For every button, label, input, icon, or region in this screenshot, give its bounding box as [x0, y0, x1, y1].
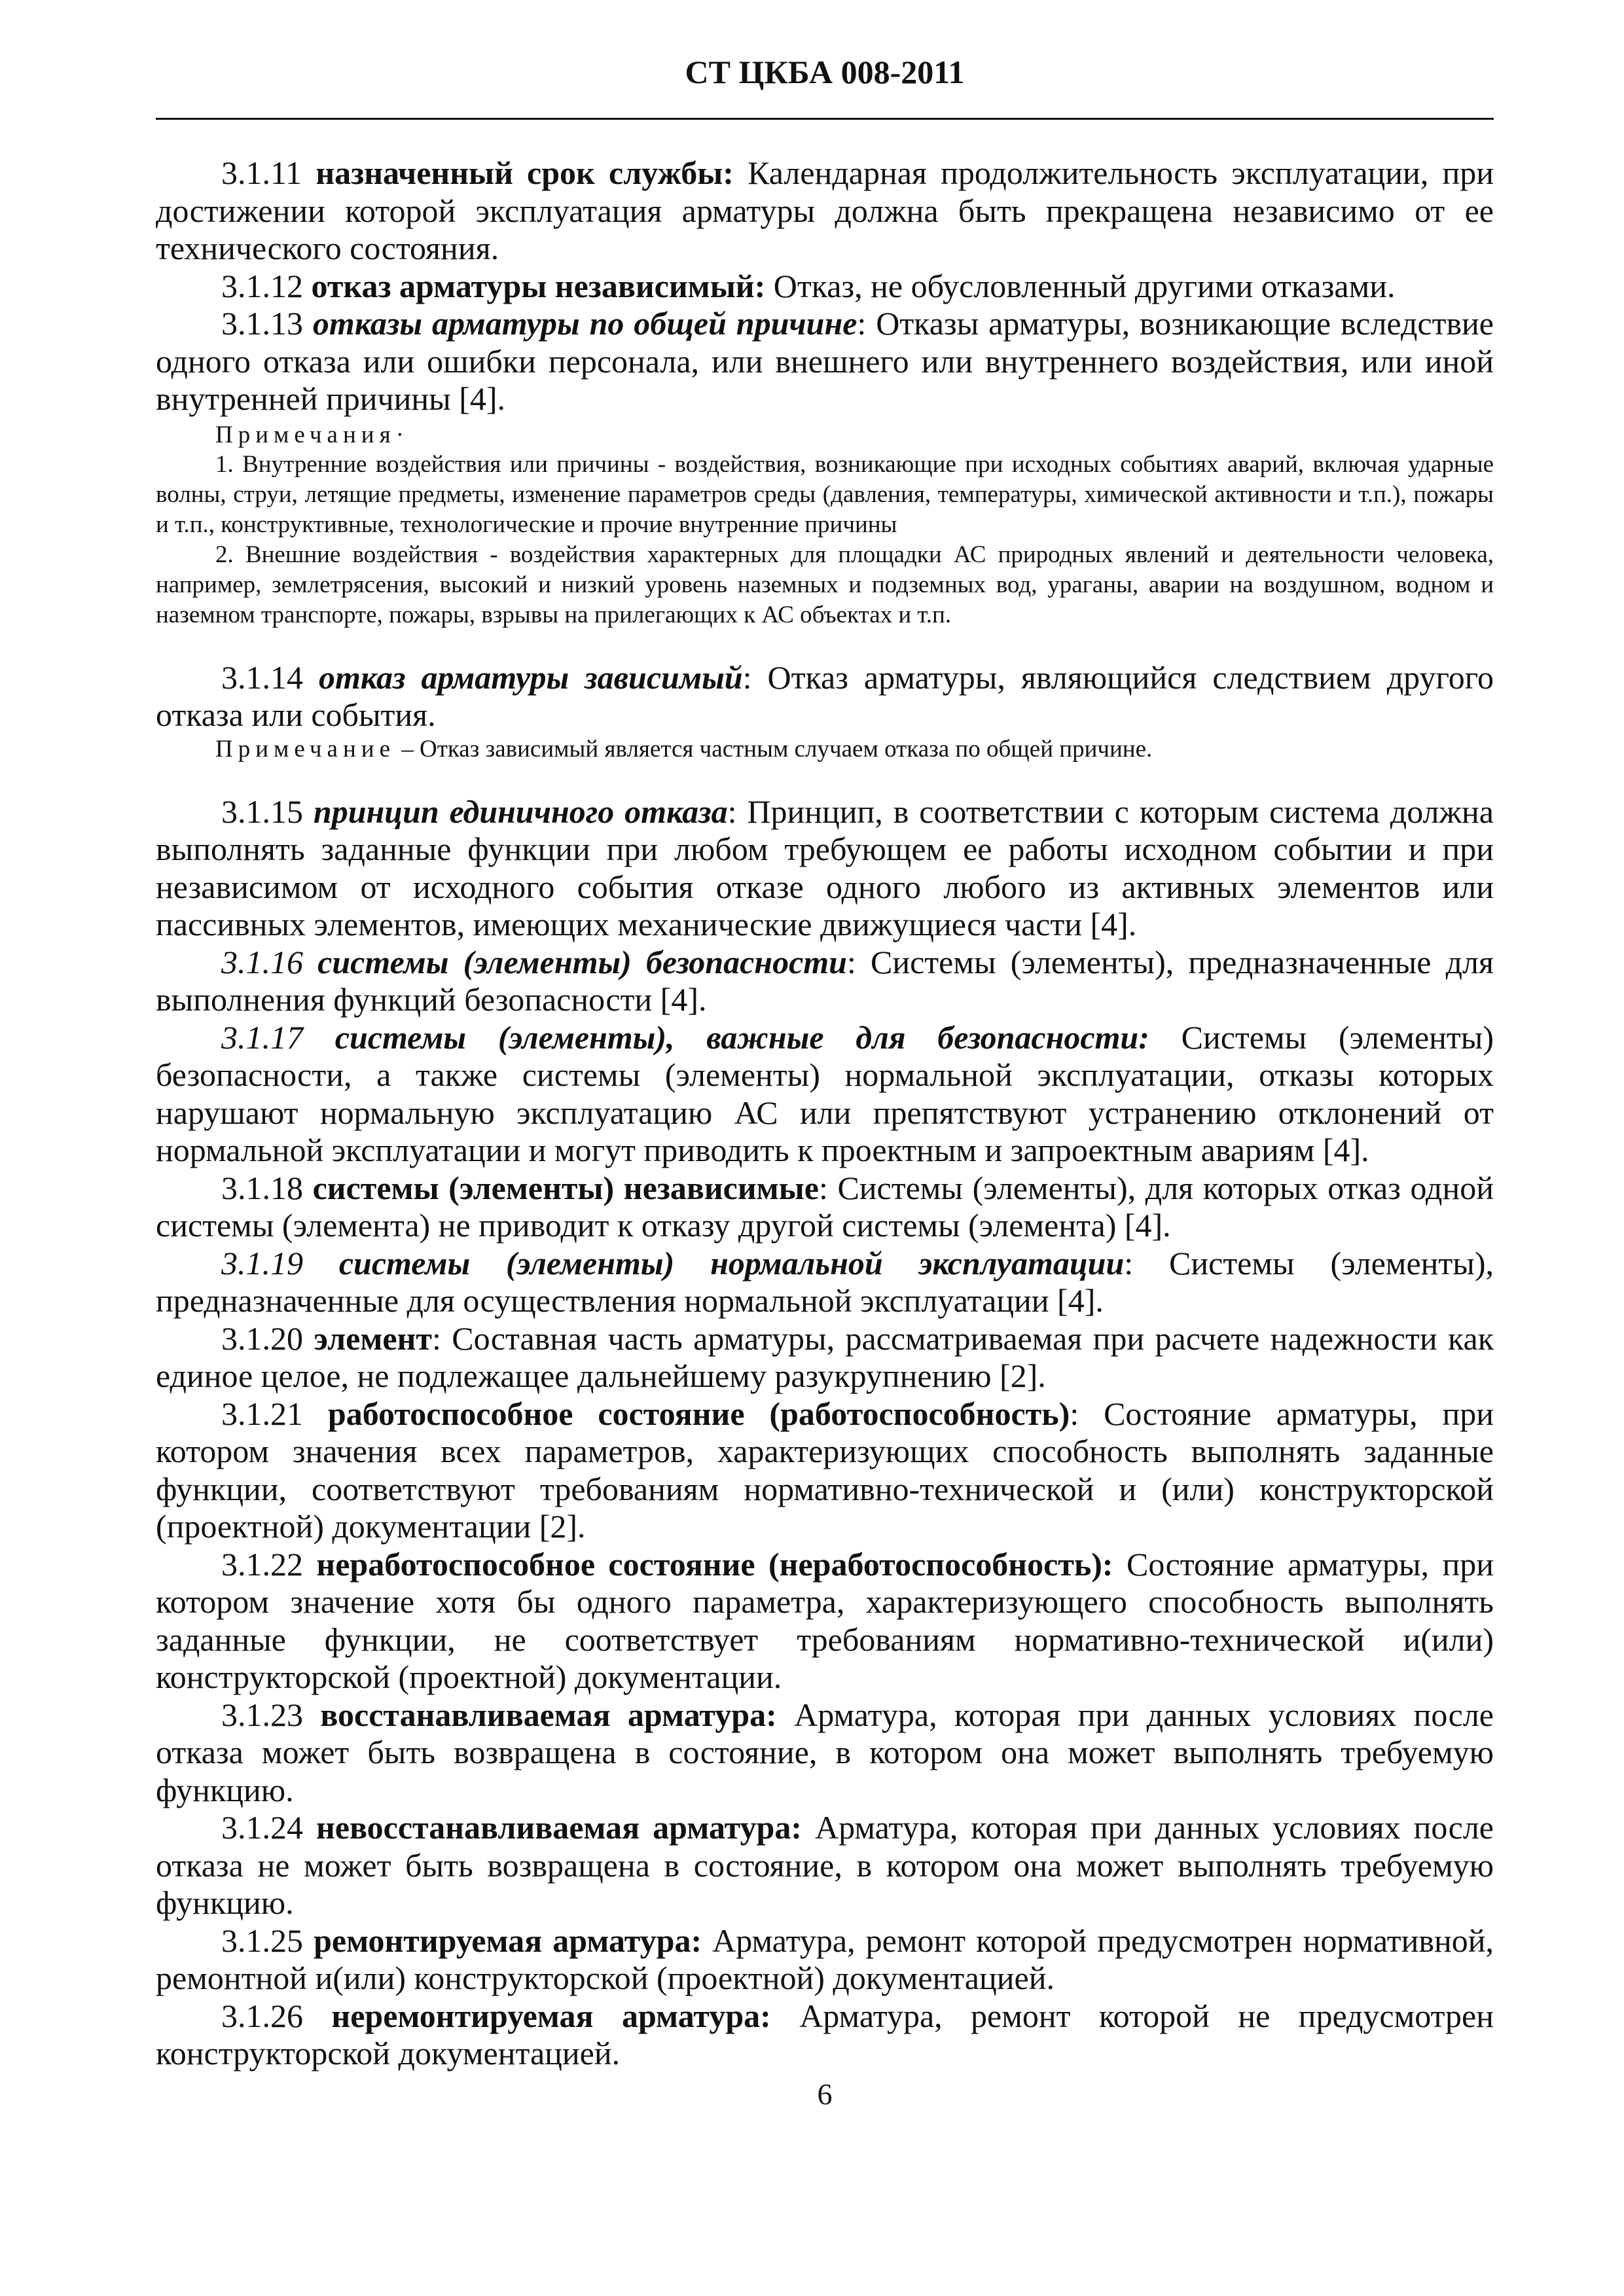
clause-number: 3.1.21: [221, 1395, 303, 1432]
definition-3-1-18: [156, 1170, 1494, 1245]
definition-3-1-25: [156, 1922, 1494, 1998]
term: отказ арматуры независимый:: [311, 267, 766, 304]
term: работоспособное состояние (работоспособность): [327, 1395, 1070, 1432]
note-3-1-14: [156, 734, 1494, 764]
document-page: [156, 0, 1494, 2296]
clause-number: 3.1.25: [221, 1922, 303, 1959]
clause-number: 3.1.22: [221, 1545, 303, 1583]
definition-text: Арматура, которая при данных условиях после отказа может быть возвращена в состояние, в котором она может выполнять требуемую функцию.: [156, 1696, 1494, 1808]
term: системы (элементы), важные для безопасности:: [334, 1018, 1149, 1056]
document-header: СТ ЦКБА 008-2011: [685, 54, 965, 90]
clause-number: 3.1.14: [221, 658, 303, 696]
clause-number: 3.1.19: [221, 1244, 303, 1282]
term: системы (элементы) независимые: [312, 1169, 819, 1206]
definition-text: Системы (элементы) безопасности, а также системы (элементы) нормальной эксплуатации, отказы которых нарушают нормальную эксплуатацию АС или препятствуют устранению отклонений от нормальной эксплуатации и могут приводить к проектным и запроектным авариям [4].: [156, 1018, 1494, 1168]
definition-3-1-13: [156, 305, 1494, 418]
term: элемент: [314, 1319, 432, 1357]
clause-number: 3.1.18: [221, 1169, 303, 1206]
definition-text: : Составная часть арматуры, рассматриваемая при расчете надежности как единое целое, не подлежащее дальнейшему разукрупнению [2].: [156, 1319, 1494, 1394]
definition-text: : Системы (элементы), для которых отказ одной системы (элемента) не приводит к отказу другой системы (элемента) [4].: [156, 1169, 1494, 1244]
clause-number: 3.1.16: [221, 943, 303, 980]
term: ремонтируемая арматура:: [314, 1922, 702, 1959]
clause-number: 3.1.26: [221, 1997, 303, 2034]
term: назначенный срок службы:: [316, 154, 734, 191]
definition-3-1-23: [156, 1696, 1494, 1810]
document-body: [156, 154, 1494, 2073]
header-divider: [156, 118, 1494, 120]
definition-text: : Системы (элементы), предназначенные для осуществления нормальной эксплуатации [4].: [156, 1244, 1494, 1319]
definition-text: : Отказы арматуры, возникающие вследствие одного отказа или ошибки персонала, или внешнего или внутреннего воздействия, или иной внутренней причины [4].: [156, 305, 1494, 417]
definition-3-1-19: [156, 1245, 1494, 1320]
clause-number: 3.1.23: [221, 1696, 303, 1733]
definition-text: Календарная продолжительность эксплуатации, при достижении которой эксплуатация арматуры должна быть прекращена независимо от ее технического состояния.: [156, 154, 1494, 266]
term: неремонтируемая арматура:: [331, 1997, 771, 2034]
definition-text: Арматура, ремонт которой не предусмотрен конструкторской документацией.: [156, 1997, 1494, 2072]
spacer: [156, 630, 1494, 659]
spacer: [156, 764, 1494, 793]
definition-3-1-26: [156, 1998, 1494, 2073]
note-2: 2. Внешние воздействия - воздействия характерных для площадки АС природных явлений и деятельности человека, например, землетрясения, высокий и низкий уровень наземных и подземных вод, ураганы, аварии на воздушном, водном и наземном транспорте, пожары, взрывы на прилегающих к АС объектах и т.п.: [156, 541, 1494, 628]
definition-3-1-22: [156, 1546, 1494, 1696]
term: принцип единичного отказа: [313, 793, 728, 830]
term: отказ арматуры зависимый: [319, 658, 743, 696]
definition-text: Состояние арматуры, при котором значение хотя бы одного параметра, характеризующего способность выполнять заданные функции, не соответствует требованиям нормативно-технической и(или) конструкторской (проектной) документации.: [156, 1545, 1494, 1695]
note-text: – Отказ зависимый является частным случаем отказа по общей причине.: [395, 735, 1153, 762]
definition-3-1-15: [156, 793, 1494, 944]
definition-3-1-24: [156, 1809, 1494, 1922]
term: неработоспособное состояние (неработоспособность):: [316, 1545, 1113, 1583]
term: восстанавливаемая арматура:: [320, 1696, 777, 1733]
definition-3-1-21: [156, 1395, 1494, 1546]
definition-text: : Отказ арматуры, являющийся следствием другого отказа или события.: [156, 658, 1494, 733]
page-number: 6: [817, 2077, 833, 2111]
clause-number: 3.1.15: [221, 793, 303, 830]
clause-number: 3.1.12: [221, 267, 303, 304]
term: системы (элементы) нормальной эксплуатации: [338, 1244, 1125, 1282]
notes-heading: Примечания·: [215, 421, 409, 448]
term: системы (элементы) безопасности: [317, 943, 847, 980]
definition-text: : Принцип, в соответствии с которым система должна выполнять заданные функции при любом требующем ее работы исходном событии и при независимом от исходного события отказе одного любого из активных элементов или пассивных элементов, имеющих механические движущиеся части [4].: [156, 793, 1494, 942]
definition-3-1-16: [156, 944, 1494, 1019]
definition-text: : Системы (элементы), предназначенные для выполнения функций безопасности [4].: [156, 943, 1494, 1018]
definition-text: Отказ, не обусловленный другими отказами.: [765, 267, 1396, 304]
definition-text: : Состояние арматуры, при котором значения всех параметров, характеризующих способность выполнять заданные функции, соответствуют требованиям нормативно-технической и (или) конструкторской (проектной) документации [2].: [156, 1395, 1494, 1545]
definition-text: Арматура, ремонт которой предусмотрен нормативной, ремонтной и(или) конструкторской (проектной) документацией.: [156, 1922, 1494, 1996]
definition-3-1-11: [156, 154, 1494, 268]
definition-text: Арматура, которая при данных условиях после отказа не может быть возвращена в состояние, в котором она может выполнять требуемую функцию.: [156, 1809, 1494, 1921]
term: невосстанавливаемая арматура:: [316, 1809, 803, 1846]
clause-number: 3.1.24: [221, 1809, 303, 1846]
clause-number: 3.1.17: [221, 1018, 303, 1056]
clause-number: 3.1.13: [221, 305, 303, 342]
definition-3-1-20: [156, 1320, 1494, 1395]
term: отказы арматуры по общей причине: [312, 305, 857, 342]
definition-3-1-14: [156, 659, 1494, 734]
note-label: Примечание: [215, 735, 395, 762]
clause-number: 3.1.20: [221, 1319, 303, 1357]
note-1: 1. Внутренние воздействия или причины - воздействия, возникающие при исходных событиях аварий, включая ударные волны, струи, летящие предметы, изменение параметров среды (давления, температуры, химической активности и т.п.), пожары и т.п., конструктивные, технологические и прочие внутренние причины: [156, 450, 1494, 538]
clause-number: 3.1.11: [221, 154, 302, 191]
definition-3-1-12: [156, 268, 1494, 306]
definition-3-1-17: [156, 1019, 1494, 1170]
